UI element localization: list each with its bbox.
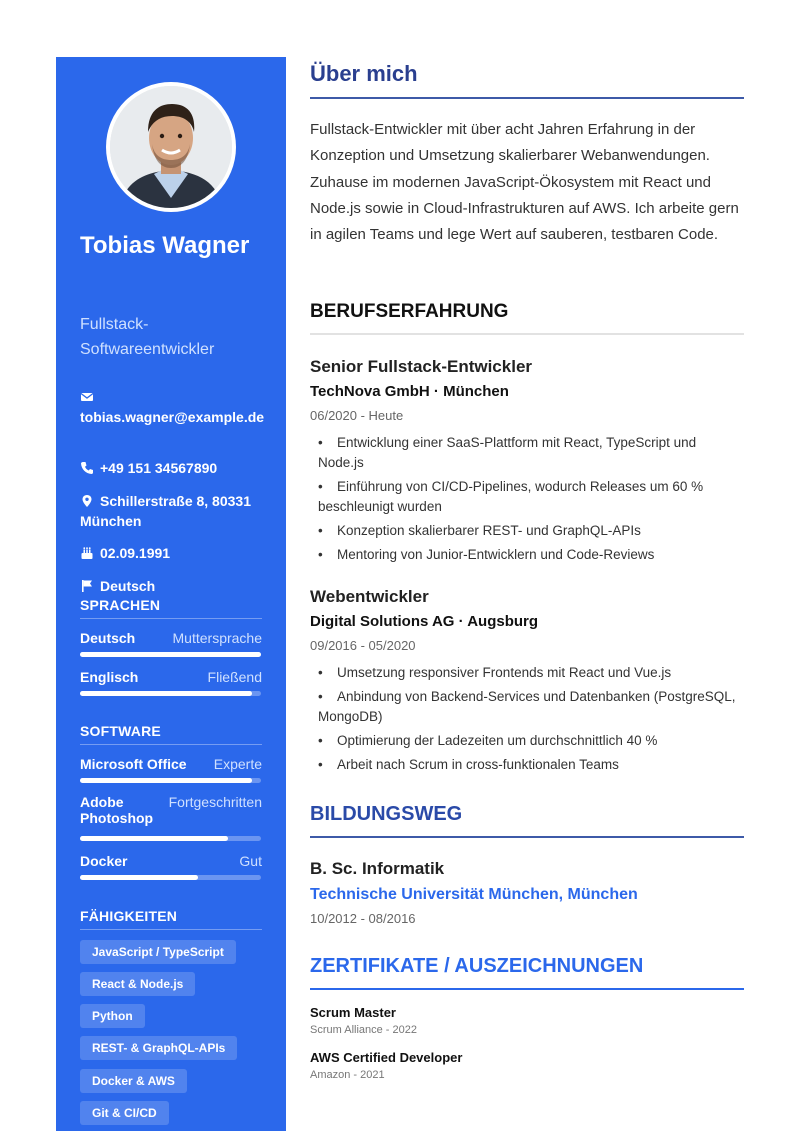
software-row: [80, 853, 262, 869]
skill-tag: Python: [80, 1004, 145, 1028]
phone-text: +49 151 34567890: [100, 460, 218, 476]
profile-photo-image: [110, 86, 232, 208]
language-level: Fließend: [207, 669, 262, 685]
software-bar-fill: [80, 778, 252, 783]
sidebar: [56, 57, 286, 1131]
skill-tag: Git & CI/CD: [80, 1101, 169, 1125]
birthday-cake-icon: [80, 546, 94, 560]
nationality-text: Deutsch: [100, 578, 156, 594]
skill-tag: React & Node.js: [80, 972, 195, 996]
birthday-text: 02.09.1991: [100, 545, 171, 561]
person-name: Tobias Wagner: [80, 232, 250, 259]
map-pin-icon: [80, 494, 94, 508]
language-name: Deutsch: [80, 630, 136, 646]
contact-phone[interactable]: [80, 458, 270, 478]
language-row: [80, 630, 262, 646]
cert-meta: Scrum Alliance - 2022: [310, 1024, 417, 1036]
person-role: Fullstack-Softwareentwickler: [80, 316, 215, 358]
job-company: Digital Solutions AG · Augsburg: [310, 613, 539, 630]
job-dates: 06/2020 - Heute: [310, 408, 404, 423]
software-name: Adobe Photoshop: [80, 794, 154, 826]
software-name: Docker: [80, 853, 128, 869]
software-name: Microsoft Office: [80, 756, 187, 772]
job-bullet: • Umsetzung responsiver Frontends mit React und Vue.js: [310, 663, 740, 683]
job-title: Senior Fullstack-Entwickler: [310, 357, 533, 376]
email-text: tobias.wagner@example.de: [80, 409, 265, 425]
contact-birthday: [80, 543, 270, 563]
contact-email[interactable]: [80, 387, 270, 427]
software-row: [80, 794, 262, 826]
about-text: Fullstack-Entwickler mit über acht Jahren Erfahrung in der Konzeption und Umsetzung skalierbarer Webanwendungen. Zuhause im modernen JavaScript-Ökosystem mit React und Node.js sowie in Cloud-Infrastrukturen auf AWS. Ich arbeite gern in agilen Teams und lege Wert auf sauberen, testbaren Code.: [310, 121, 739, 244]
job-bullet: • Optimierung der Ladezeiten um durchschnittlich 40 %: [310, 731, 740, 751]
job-bullet: • Mentoring von Junior-Entwicklern und Code-Reviews: [310, 545, 740, 565]
language-bar: [80, 652, 261, 657]
languages-title: SPRACHEN: [80, 597, 262, 619]
contact-address: [80, 491, 270, 531]
certificates-title: ZERTIFIKATE / AUSZEICHNUNGEN: [310, 955, 744, 990]
phone-icon: [80, 461, 94, 475]
job-company: TechNova GmbH · München: [310, 383, 509, 400]
job-bullet: • Einführung von CI/CD-Pipelines, wodurch Releases um 60 % beschleunigt wurden: [310, 477, 740, 517]
language-bar-fill: [80, 652, 261, 657]
software-title: SOFTWARE: [80, 723, 262, 745]
cert-name: AWS Certified Developer: [310, 1050, 463, 1065]
software-bar: [80, 875, 261, 880]
skill-tag: JavaScript / TypeScript: [80, 940, 236, 964]
about-title: Über mich: [310, 61, 744, 99]
skill-tag: REST- & GraphQL-APIs: [80, 1036, 237, 1060]
language-level: Muttersprache: [172, 630, 262, 646]
skills-title: FÄHIGKEITEN: [80, 908, 262, 930]
skill-tag: Docker & AWS: [80, 1069, 187, 1093]
software-level: Fortgeschritten: [168, 794, 262, 810]
education-dates: 10/2012 - 08/2016: [310, 911, 416, 926]
flag-icon: [80, 579, 94, 593]
job-bullets: [310, 663, 740, 779]
job-bullet: • Entwicklung einer SaaS-Plattform mit React, TypeScript und Node.js: [310, 433, 740, 473]
education-title: BILDUNGSWEG: [310, 803, 744, 838]
software-bar: [80, 778, 261, 783]
profile-photo: [106, 82, 236, 212]
address-text: Schillerstraße 8, 80331 München: [80, 493, 251, 529]
software-bar-fill: [80, 836, 228, 841]
experience-title: BERUFSERFAHRUNG: [310, 301, 744, 335]
cert-name: Scrum Master: [310, 1005, 396, 1020]
language-row: [80, 669, 262, 685]
software-bar-fill: [80, 875, 198, 880]
language-bar: [80, 691, 261, 696]
job-bullet: • Anbindung von Backend-Services und Datenbanken (PostgreSQL, MongoDB): [310, 687, 740, 727]
envelope-icon: [80, 390, 94, 404]
job-title: Webentwickler: [310, 587, 429, 606]
school: Technische Universität München, München: [310, 886, 638, 903]
job-bullets: [310, 433, 740, 569]
degree: B. Sc. Informatik: [310, 859, 445, 878]
software-bar: [80, 836, 261, 841]
language-bar-fill: [80, 691, 252, 696]
job-bullet: • Konzeption skalierbarer REST- und GraphQL-APIs: [310, 521, 740, 541]
software-level: Gut: [239, 853, 262, 869]
software-level: Experte: [213, 756, 262, 772]
job-dates: 09/2016 - 05/2020: [310, 638, 416, 653]
job-bullet: • Arbeit nach Scrum in cross-funktionalen Teams: [310, 755, 740, 775]
software-row: [80, 756, 262, 772]
contact-nationality: [80, 576, 270, 596]
cert-meta: Amazon - 2021: [310, 1069, 385, 1081]
language-name: Englisch: [80, 669, 139, 685]
